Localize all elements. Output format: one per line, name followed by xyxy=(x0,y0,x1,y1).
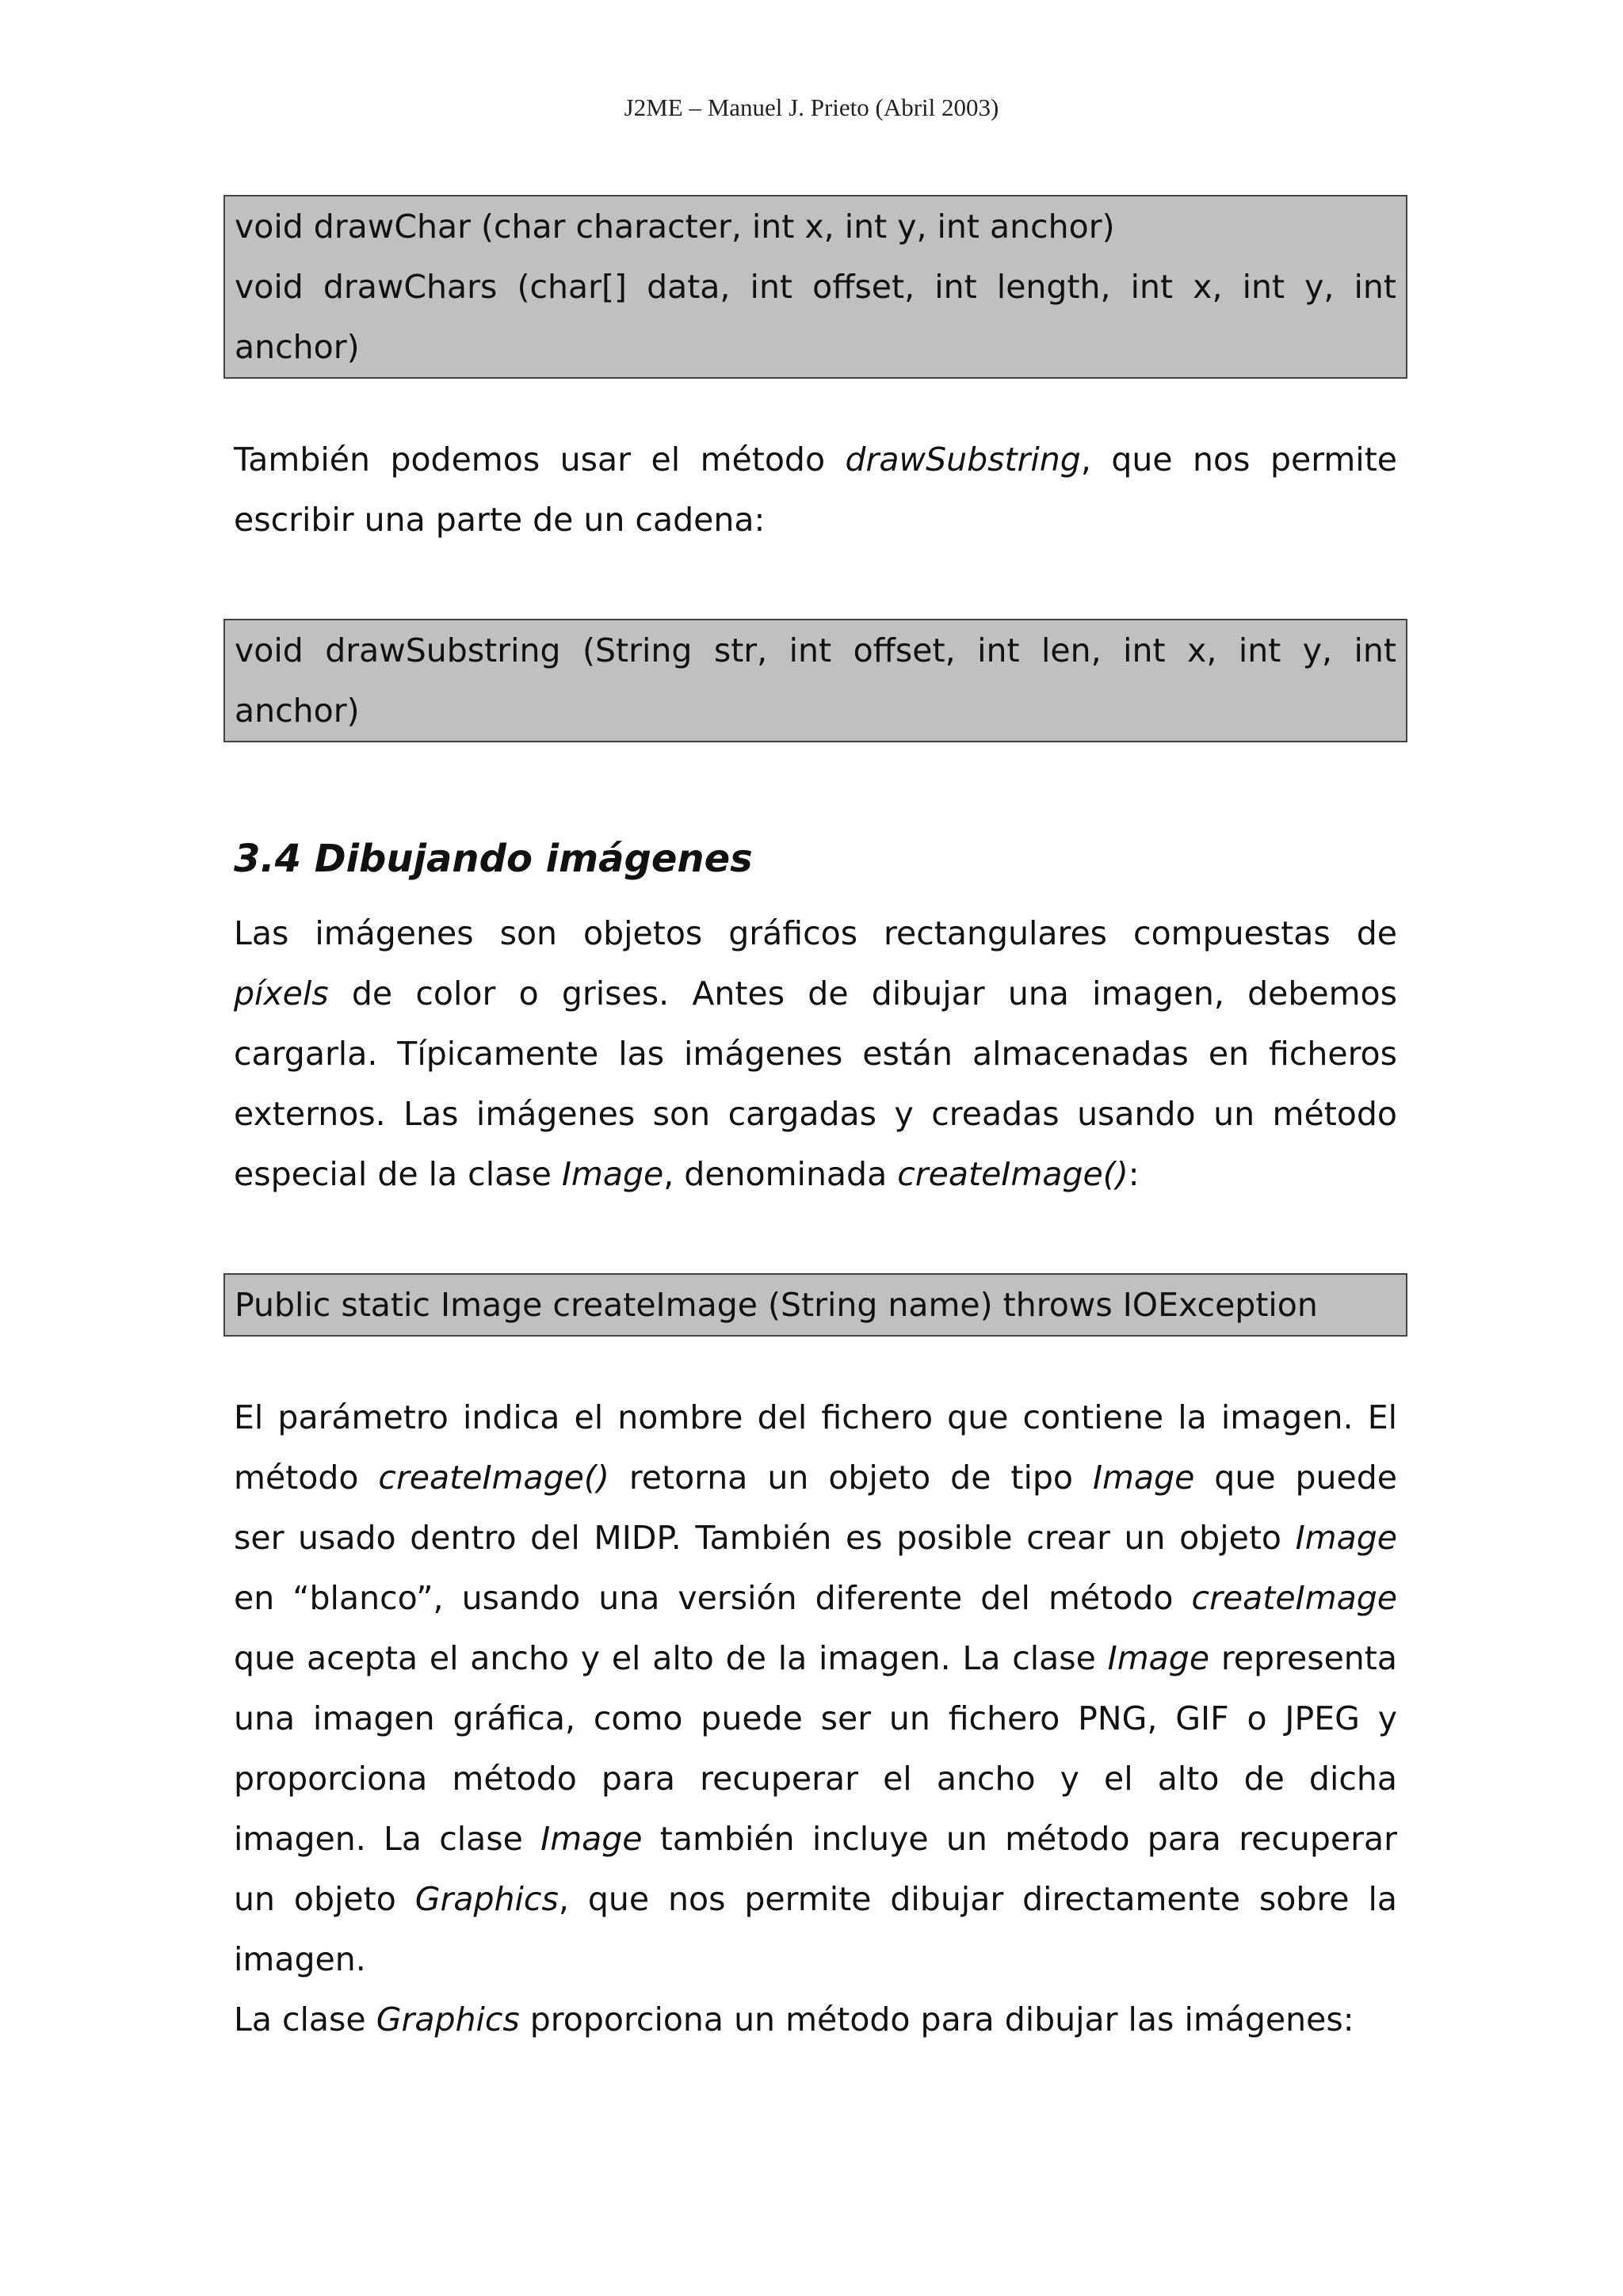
text-line: imagen. xyxy=(234,1940,366,1978)
text-line: escribir una parte de un cadena: xyxy=(234,501,766,539)
text-line: método createImage() retorna un objeto de tipo Image que puede xyxy=(234,1459,1397,1497)
code-line: void drawChars (char[] data, int offset, int length, int x, int y, int xyxy=(235,268,1396,306)
text-line: en “blanco”, usando una versión diferente del método createImage xyxy=(234,1579,1397,1617)
paragraph-createimage-details xyxy=(234,1387,1397,2050)
text-line: ser usado dentro del MIDP. También es posible crear un objeto Image xyxy=(234,1519,1397,1557)
code-box-drawsubstring xyxy=(223,619,1407,742)
code-line: anchor) xyxy=(235,692,360,730)
section-heading: 3.4 Dibujando imágenes xyxy=(234,837,753,881)
text-line: externos. Las imágenes son cargadas y creadas usando un método xyxy=(234,1095,1397,1133)
paragraph-drawsubstring-intro xyxy=(234,429,1397,550)
text-line: Las imágenes son objetos gráficos rectangulares compuestas de xyxy=(234,914,1397,952)
text-line: cargarla. Típicamente las imágenes están almacenadas en ficheros xyxy=(234,1035,1397,1073)
text-line: píxels de color o grises. Antes de dibujar una imagen, debemos xyxy=(234,974,1397,1013)
code-line: Public static Image createImage (String name) throws IOException xyxy=(235,1286,1318,1324)
code-line: void drawChar (char character, int x, int y, int anchor) xyxy=(235,208,1115,246)
text-line: que acepta el ancho y el alto de la imagen. La clase Image representa xyxy=(234,1639,1397,1677)
text-line: una imagen gráfica, como puede ser un fichero PNG, GIF o JPEG y xyxy=(234,1699,1397,1737)
code-box-createimage xyxy=(223,1273,1407,1337)
text-line: imagen. La clase Image también incluye un método para recuperar xyxy=(234,1820,1397,1858)
text-line: El parámetro indica el nombre del fichero que contiene la imagen. El xyxy=(234,1398,1397,1436)
text-line: especial de la clase Image, denominada createImage(): xyxy=(234,1155,1140,1193)
text-line: La clase Graphics proporciona un método para dibujar las imágenes: xyxy=(234,2000,1354,2039)
page-header: J2ME – Manuel J. Prieto (Abril 2003) xyxy=(624,93,999,121)
text-line: un objeto Graphics, que nos permite dibujar directamente sobre la xyxy=(234,1880,1398,1918)
code-box-drawchar xyxy=(223,195,1407,379)
paragraph-images-intro xyxy=(234,903,1397,1204)
code-line: anchor) xyxy=(235,328,360,366)
text-line: También podemos usar el método drawSubstring, que nos permite xyxy=(234,441,1397,479)
text-line: proporciona método para recuperar el ancho y el alto de dicha xyxy=(234,1760,1397,1798)
code-line: void drawSubstring (String str, int offset, int len, int x, int y, int xyxy=(235,631,1396,669)
